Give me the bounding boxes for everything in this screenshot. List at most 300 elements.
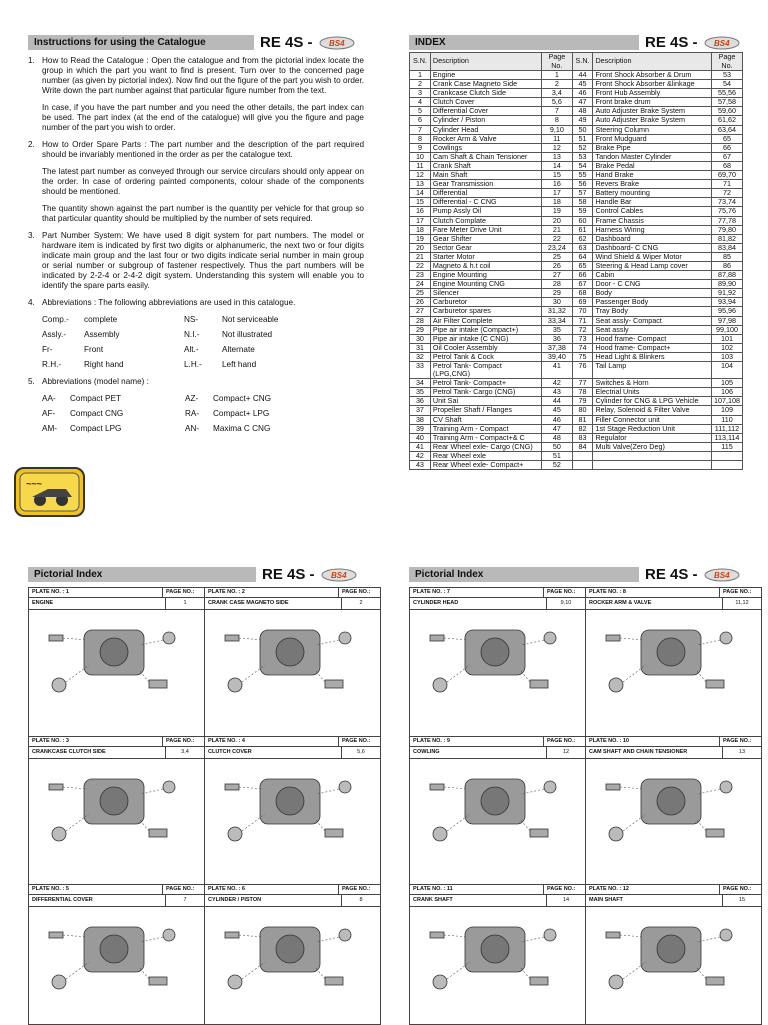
index-description: CV Shaft: [430, 415, 541, 424]
index-sn: 22: [410, 261, 431, 270]
plate-header: [205, 588, 380, 598]
item-text: Abbreviations (model name) :: [42, 377, 149, 386]
abbr-value: complete: [84, 315, 118, 324]
index-description: [593, 451, 711, 460]
index-page: 54: [711, 80, 742, 89]
index-page: [711, 461, 742, 470]
index-header-row: [410, 53, 743, 71]
index-sn: 43: [410, 461, 431, 470]
index-title: INDEX: [409, 35, 639, 50]
item-number: 3.: [28, 231, 35, 240]
abbr-value: Compact+ CNG: [213, 394, 272, 403]
index-description: Cylinder / Piston: [430, 116, 541, 125]
index-description: Passenger Body: [593, 298, 711, 307]
index-description: Door - C CNG: [593, 280, 711, 289]
plate-title-row: [586, 598, 761, 610]
index-page: 65: [711, 134, 742, 143]
plate-header: [410, 885, 585, 895]
index-sn: 77: [572, 379, 593, 388]
index-page: 12: [542, 143, 573, 152]
index-description: Rocker Arm & Valve: [430, 134, 541, 143]
index-description: Multi Valve(Zero Deg): [593, 442, 711, 451]
index-sn: 82: [572, 424, 593, 433]
abbr-value: Front: [84, 345, 104, 354]
index-page: 72: [711, 189, 742, 198]
index-description: [593, 461, 711, 470]
index-page: 55,56: [711, 89, 742, 98]
abbr-key: AF-: [42, 409, 56, 418]
index-page: 44: [542, 397, 573, 406]
index-sn: 60: [572, 216, 593, 225]
index-description: Seat assly: [593, 325, 711, 334]
plate-card[interactable]: [204, 884, 381, 1025]
index-page: 66: [711, 143, 742, 152]
index-page: 47: [542, 424, 573, 433]
index-description: Cylinder Head: [430, 125, 541, 134]
plate-card[interactable]: [409, 587, 586, 737]
index-description: Front Hub Assembly: [593, 89, 711, 98]
index-sn: 63: [572, 243, 593, 252]
index-sn: 62: [572, 234, 593, 243]
bs4-emblem-icon: [700, 566, 740, 582]
plate-header: [29, 885, 204, 895]
plate-number: PLATE NO. : 3: [29, 737, 163, 746]
index-page: 35: [542, 325, 573, 334]
index-description: Petrol Tank- Cargo (CNG): [430, 388, 541, 397]
index-description: Control Cables: [593, 207, 711, 216]
plate-number: PLATE NO. : 2: [205, 588, 339, 597]
abbreviations-grid: [28, 315, 364, 370]
plate-number: PLATE NO. : 5: [29, 885, 163, 894]
index-page: 3,4: [542, 89, 573, 98]
svg-text:BS4: BS4: [330, 571, 347, 580]
plate-title-row: [586, 747, 761, 759]
abbr-key: Fr-: [42, 345, 53, 354]
index-description: Fare Meter Drive Unit: [430, 225, 541, 234]
index-row: [410, 424, 743, 433]
plate-name: CYLINDER HEAD: [410, 598, 547, 609]
index-description: Rear Wheel exle- Cargo (CNG): [430, 442, 541, 451]
index-description: Front Mudguard: [593, 134, 711, 143]
index-sn: 8: [410, 134, 431, 143]
plate-card[interactable]: [204, 736, 381, 885]
plate-page: 13: [738, 749, 746, 755]
index-sn: 80: [572, 406, 593, 415]
index-page: 109: [711, 406, 742, 415]
abbr-key: Assly.-: [42, 330, 66, 339]
instructions-title: Instructions for using the Catalogue: [28, 35, 254, 50]
index-sn: 21: [410, 252, 431, 261]
plate-page-label: PAGE NO.:: [547, 738, 576, 744]
index-description: Differential: [430, 189, 541, 198]
index-page: 5,6: [542, 98, 573, 107]
abbr-value: Not illustrated: [222, 330, 273, 339]
col-desc-header: Description: [593, 53, 711, 71]
plate-page: 2: [359, 600, 363, 606]
index-sn: 66: [572, 271, 593, 280]
index-description: Cam Shaft & Chain Tensioner: [430, 152, 541, 161]
plate-name: DIFFERENTIAL COVER: [29, 895, 166, 906]
index-sn: 49: [572, 116, 593, 125]
index-description: Front Shock Absorber & Drum: [593, 71, 711, 80]
index-sn: 71: [572, 316, 593, 325]
index-page: 97,98: [711, 316, 742, 325]
index-description: Brake Pedal: [593, 161, 711, 170]
index-description: Tray Body: [593, 307, 711, 316]
index-sn: 13: [410, 180, 431, 189]
index-page: 17: [542, 189, 573, 198]
index-page: 93,94: [711, 298, 742, 307]
plate-header: [29, 588, 204, 598]
index-sn: 74: [572, 343, 593, 352]
index-page: 48: [542, 433, 573, 442]
index-sn: 67: [572, 280, 593, 289]
plate-page: 9,10: [560, 600, 572, 606]
index-sn: [572, 461, 593, 470]
index-sn: 1: [410, 71, 431, 80]
svg-text:~~~: ~~~: [26, 479, 42, 489]
index-page: 61,62: [711, 116, 742, 125]
index-sn: 81: [572, 415, 593, 424]
index-page: 69,70: [711, 171, 742, 180]
plate-page: 7: [183, 897, 187, 903]
plate-page: 1: [183, 600, 187, 606]
index-sn: 12: [410, 171, 431, 180]
exploded-view-illustration: [29, 759, 204, 884]
index-page: 115: [711, 442, 742, 451]
bs4-emblem-icon: [315, 34, 355, 50]
index-sn: 70: [572, 307, 593, 316]
plate-number: PLATE NO. : 6: [205, 885, 339, 894]
abbr-value: Assembly: [84, 330, 120, 339]
index-sn: 69: [572, 298, 593, 307]
abbr-key: AA-: [42, 394, 56, 403]
plate-page: 3,4: [181, 749, 189, 755]
exploded-view-illustration: [410, 759, 585, 884]
index-page: 43: [542, 388, 573, 397]
item-text: Part Number System: We have used 8 digit system for part numbers. The model or hardware item is indicated by first two digits or alphanumeric, the next two or four digits indicate main group and the last four or two digits indicate serial number in main group or serial number or subgroup of fastener respectively. Thus the part numbers will be indicated by 2-2-4 or 2-4-2 digit system. Understanding this system will enable you to identify the spare parts easily.: [42, 231, 364, 290]
index-page: 85: [711, 252, 742, 261]
index-description: Crank Case Magneto Side: [430, 80, 541, 89]
index-sn: 25: [410, 289, 431, 298]
index-description: Filler Connector unit: [593, 415, 711, 424]
index-description: Petrol Tank- Compact+: [430, 379, 541, 388]
instructions-body: [28, 56, 364, 434]
index-row: [410, 225, 743, 234]
abbr-key: NS-: [184, 315, 199, 324]
index-sn: 76: [572, 362, 593, 379]
plate-card[interactable]: [28, 884, 205, 1025]
index-page: 105: [711, 379, 742, 388]
index-sn: 54: [572, 161, 593, 170]
index-page: 9,10: [542, 125, 573, 134]
index-page: 113,114: [711, 433, 742, 442]
plate-name: ROCKER ARM & VALVE: [586, 598, 723, 609]
plate-name: CLUTCH COVER: [205, 747, 342, 758]
index-page: 57,58: [711, 98, 742, 107]
index-sn: 56: [572, 180, 593, 189]
index-page: 81,82: [711, 234, 742, 243]
index-page: 87,88: [711, 271, 742, 280]
plate-title-row: [205, 747, 380, 759]
plate-name: CAM SHAFT AND CHAIN TENSIONER: [586, 747, 723, 758]
index-description: Pipe air intake (Compact+): [430, 325, 541, 334]
plate-title-row: [410, 598, 585, 610]
plate-number: PLATE NO. : 12: [586, 885, 720, 894]
index-description: Auto Adjuster Brake System: [593, 107, 711, 116]
exploded-view-illustration: [29, 610, 204, 736]
brand-model: RE 4S -: [262, 565, 315, 583]
index-sn: 44: [572, 71, 593, 80]
col-sn-header: S.N.: [572, 53, 593, 71]
index-description: Front Shock Absorber &linkage: [593, 80, 711, 89]
index-description: Electrial Units: [593, 388, 711, 397]
index-page: 22: [542, 234, 573, 243]
index-description: Pipe air intake (C CNG): [430, 334, 541, 343]
index-sn: [572, 451, 593, 460]
index-row: [410, 307, 743, 316]
index-sn: 42: [410, 451, 431, 460]
index-description: Hood frame- Compact: [593, 334, 711, 343]
brand-model: RE 4S -: [645, 33, 698, 51]
plate-card[interactable]: [585, 587, 762, 737]
plate-name: CYLINDER / PISTON: [205, 895, 342, 906]
plate-name: ENGINE: [29, 598, 166, 609]
index-description: Clutch Complate: [430, 216, 541, 225]
exploded-view-illustration: [205, 610, 380, 736]
index-description: Dashboard- C CNG: [593, 243, 711, 252]
index-description: Magneto & h.t coil: [430, 261, 541, 270]
index-sn: 33: [410, 362, 431, 379]
abbr-key: AZ-: [185, 394, 199, 403]
index-description: Carburetor spares: [430, 307, 541, 316]
index-page: 13: [542, 152, 573, 161]
plate-number: PLATE NO. : 10: [586, 737, 720, 746]
plate-card[interactable]: [585, 736, 762, 885]
abbr-key: RA-: [185, 409, 200, 418]
index-row: [410, 433, 743, 442]
index-page: 37,38: [542, 343, 573, 352]
item-text: How to Order Spare Parts : The part number and the description of the part required should be invariably mentioned in the order as per the catalogue text.: [42, 140, 364, 159]
index-page: 25: [542, 252, 573, 261]
index-page: 73,74: [711, 198, 742, 207]
abbr-value: Right hand: [84, 360, 124, 369]
index-sn: 37: [410, 406, 431, 415]
model-abbreviations-grid: [28, 394, 364, 434]
index-page: 50: [542, 442, 573, 451]
abbr-key: L.H.-: [184, 360, 202, 369]
index-page: 30: [542, 298, 573, 307]
plate-name: CRANKCASE CLUTCH SIDE: [29, 747, 166, 758]
plate-page: 11,12: [735, 600, 749, 606]
index-description: Differential - C CNG: [430, 198, 541, 207]
abbr-key: N.I.-: [184, 330, 200, 339]
index-description: Propeller Shaft / Flanges: [430, 406, 541, 415]
index-page: 53: [711, 71, 742, 80]
index-body: [410, 71, 743, 470]
index-row: [410, 362, 743, 379]
index-sn: 73: [572, 334, 593, 343]
plate-title-row: [29, 747, 204, 759]
index-sn: 2: [410, 80, 431, 89]
company-logo-icon: [14, 467, 85, 517]
brand-model: RE 4S -: [260, 33, 313, 51]
abbr-key: Alt.-: [184, 345, 199, 354]
index-page: 67: [711, 152, 742, 161]
index-page: 104: [711, 362, 742, 379]
index-sn: 52: [572, 143, 593, 152]
index-description: Hand Brake: [593, 171, 711, 180]
plate-number: PLATE NO. : 8: [586, 588, 720, 597]
plate-number: PLATE NO. : 7: [410, 588, 544, 597]
plate-header: [410, 588, 585, 598]
index-description: Switches & Horn: [593, 379, 711, 388]
index-sn: 5: [410, 107, 431, 116]
index-description: 1st Stage Reduction Unit: [593, 424, 711, 433]
index-sn: 32: [410, 352, 431, 361]
index-page: 20: [542, 216, 573, 225]
index-description: Gear Shifter: [430, 234, 541, 243]
index-description: Oil Cooler Assembly: [430, 343, 541, 352]
bs4-emblem-icon: [317, 566, 357, 582]
abbr-value: Compact+ LPG: [213, 409, 270, 418]
index-page: 23,24: [542, 243, 573, 252]
index-row: [410, 125, 743, 134]
item-number: 5.: [28, 377, 35, 386]
index-description: Carburetor: [430, 298, 541, 307]
plate-card[interactable]: [204, 587, 381, 737]
index-description: Dashboard: [593, 234, 711, 243]
item-number: 2.: [28, 140, 35, 149]
index-sn: 50: [572, 125, 593, 134]
instruction-item: [28, 298, 364, 308]
col-sn-header: S.N.: [410, 53, 431, 71]
index-row: [410, 116, 743, 125]
index-sn: 20: [410, 243, 431, 252]
instruction-item: [28, 140, 364, 160]
index-description: Front brake drum: [593, 98, 711, 107]
index-row: [410, 234, 743, 243]
plate-number: PLATE NO. : 11: [410, 885, 544, 894]
index-page: 46: [542, 415, 573, 424]
instruction-item: [28, 56, 364, 96]
plate-header: [586, 737, 761, 747]
index-row: [410, 280, 743, 289]
index-page: 51: [542, 451, 573, 460]
index-row: [410, 461, 743, 470]
index-sn: 6: [410, 116, 431, 125]
index-row: [410, 143, 743, 152]
index-page: 18: [542, 198, 573, 207]
item-text: Abbreviations : The following abbreviations are used in this catalogue.: [42, 298, 296, 307]
plate-name: COWLING: [410, 747, 547, 758]
instructions-header: [28, 31, 355, 53]
item-text: The latest part number as conveyed through our service circulars should only appear on the order. In case of ordering painted components, colour shade of the components should be mentioned.: [42, 167, 364, 196]
index-page: 1: [542, 71, 573, 80]
index-sn: 45: [572, 80, 593, 89]
plate-page: 8: [359, 897, 363, 903]
col-page-header: Page No.: [711, 53, 742, 71]
abbr-key: AN-: [185, 424, 200, 433]
plate-card[interactable]: [585, 884, 762, 1025]
exploded-view-illustration: [410, 610, 585, 736]
index-page: 52: [542, 461, 573, 470]
index-page: 8: [542, 116, 573, 125]
brand-label: [645, 34, 740, 51]
index-table: [409, 52, 743, 470]
index-description: Training Arm - Compact+& C: [430, 433, 541, 442]
index-description: Crank Shaft: [430, 161, 541, 170]
index-sn: 72: [572, 325, 593, 334]
plate-page-label: PAGE NO.:: [342, 886, 371, 892]
index-sn: 7: [410, 125, 431, 134]
plate-card[interactable]: [409, 736, 586, 885]
index-description: Cylinder for CNG & LPG Vehicle: [593, 397, 711, 406]
index-page: 39,40: [542, 352, 573, 361]
index-page: 91,92: [711, 289, 742, 298]
plate-name: CRANK SHAFT: [410, 895, 547, 906]
item-text: In case, if you have the part number and you need the other details, the part index can be used. The part index (at the end of the catalogue) will give you the figure and page number of the part you wish to order.: [42, 103, 364, 132]
index-sn: 28: [410, 316, 431, 325]
index-description: Steering & Head Lamp cover: [593, 261, 711, 270]
index-sn: 18: [410, 225, 431, 234]
index-sn: 35: [410, 388, 431, 397]
index-sn: 15: [410, 198, 431, 207]
index-sn: 64: [572, 252, 593, 261]
index-page: 68: [711, 161, 742, 170]
index-description: Revers Brake: [593, 180, 711, 189]
svg-text:BS4: BS4: [713, 571, 730, 580]
plate-title-row: [29, 598, 204, 610]
index-description: Wind Shield & Wiper Motor: [593, 252, 711, 261]
plate-card[interactable]: [409, 884, 586, 1025]
plate-name: MAIN SHAFT: [586, 895, 723, 906]
plate-page: 5,6: [357, 749, 365, 755]
col-desc-header: Description: [430, 53, 541, 71]
index-page: 21: [542, 225, 573, 234]
index-description: Gear Transmission: [430, 180, 541, 189]
index-page: 14: [542, 161, 573, 170]
index-description: Head Light & Blinkers: [593, 352, 711, 361]
plate-card[interactable]: [28, 736, 205, 885]
index-page: 83,84: [711, 243, 742, 252]
index-page: 45: [542, 406, 573, 415]
index-page: 110: [711, 415, 742, 424]
index-sn: 29: [410, 325, 431, 334]
index-description: Training Arm - Compact: [430, 424, 541, 433]
index-sn: 39: [410, 424, 431, 433]
index-sn: 84: [572, 442, 593, 451]
index-sn: 59: [572, 207, 593, 216]
index-description: Unit Sai: [430, 397, 541, 406]
instruction-item: [28, 377, 364, 387]
index-sn: 36: [410, 397, 431, 406]
plate-card[interactable]: [28, 587, 205, 737]
plate-page-label: PAGE NO.:: [166, 738, 195, 744]
index-page: 77,78: [711, 216, 742, 225]
index-description: Engine Mounting CNG: [430, 280, 541, 289]
plate-page: 14: [562, 897, 570, 903]
plate-title-row: [29, 895, 204, 907]
exploded-view-illustration: [29, 907, 204, 1024]
abbr-key: Comp.-: [42, 315, 69, 324]
brand-label: [260, 34, 355, 51]
plate-page-label: PAGE NO.:: [547, 886, 576, 892]
plate-number: PLATE NO. : 1: [29, 588, 163, 597]
plate-page-label: PAGE NO.:: [342, 589, 371, 595]
index-description: Crankcase Clutch Side: [430, 89, 541, 98]
index-description: Starter Motor: [430, 252, 541, 261]
